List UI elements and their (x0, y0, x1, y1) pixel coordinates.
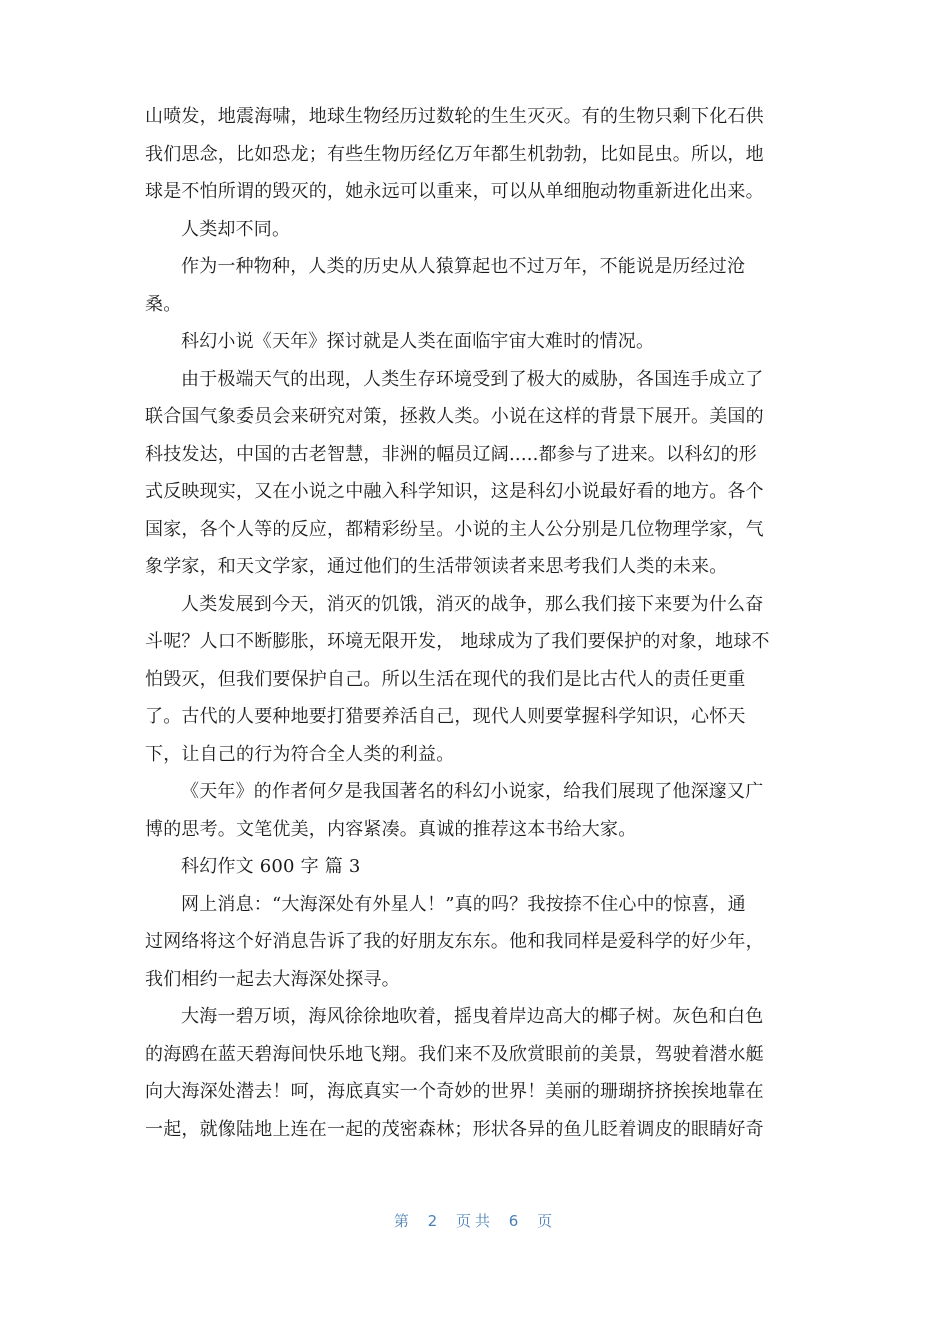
text-line: 向大海深处潜去！呵，海底真实一个奇妙的世界！美丽的珊瑚挤挤挨挨地靠在 (145, 1081, 764, 1102)
text-line: 人类却不同。 (181, 218, 291, 240)
footer-total-pages: 6 (508, 1212, 523, 1230)
text-line: 我们相约一起去大海深处探寻。 (145, 968, 400, 990)
text-line: 《天年》的作者何夕是我国著名的科幻小说家，给我们展现了他深邃又广 (181, 781, 764, 802)
text-line: 过网络将这个好消息告诉了我的好朋友东东。他和我同样是爱科学的好少年， (145, 931, 764, 952)
text-line: 网上消息：“大海深处有外星人！”真的吗？我按捺不住心中的惊喜，通 (181, 893, 746, 915)
text-line: 联合国气象委员会来研究对策，拯救人类。小说在这样的背景下展开。美国的 (145, 406, 764, 427)
text-line: 博的思考。文笔优美，内容紧凑。真诚的推荐这本书给大家。 (145, 818, 637, 840)
text-line: 象学家，和天文学家，通过他们的生活带领读者来思考我们人类的未来。 (145, 556, 728, 577)
text-line: 人类发展到今天，消灭的饥饿，消灭的战争，那么我们接下来要为什么奋 (181, 593, 764, 615)
text-line: 国家，各个人等的反应，都精彩纷呈。小说的主人公分别是几位物理学家，气 (145, 518, 764, 540)
text-line: 了。古代的人要种地要打猎要养活自己，现代人则要掌握科学知识，心怀天 (145, 706, 746, 727)
text-line: 一起，就像陆地上连在一起的茂密森林；形状各异的鱼儿眨着调皮的眼睛好奇 (145, 1118, 764, 1140)
text-line: 作为一种物种，人类的历史从人猿算起也不过万年，不能说是历经过沧 (181, 256, 746, 277)
text-line: 大海一碧万顷，海风徐徐地吹着，摇曳着岸边高大的椰子树。灰色和白色 (181, 1006, 764, 1027)
text-line: 下，让自己的行为符合全人类的利益。 (145, 743, 455, 765)
text-line: 科幻小说《天年》探讨就是人类在面临宇宙大难时的情况。 (181, 331, 655, 352)
footer-label-of: 页共 (455, 1212, 494, 1230)
text-line: 桑。 (145, 293, 182, 315)
text-line: 球是不怕所谓的毁灭的，她永远可以重来，可以从单细胞动物重新进化出来。 (145, 181, 764, 202)
text-line: 我们思念，比如恐龙；有些生物历经亿万年都生机勃勃，比如昆虫。所以，地 (145, 143, 764, 165)
text-line: 科幻作文 600 字 篇 3 (181, 856, 361, 877)
text-line: 科技发达，中国的古老智慧，非洲的幅员辽阔.....都参与了进来。以科幻的形 (145, 443, 758, 465)
text-line: 的海鸥在蓝天碧海间快乐地飞翔。我们来不及欣赏眼前的美景，驾驶着潜水艇 (145, 1043, 764, 1065)
text-line: 式反映现实，又在小说之中融入科学知识，这是科幻小说最好看的地方。各个 (145, 481, 764, 502)
footer-label-end: 页 (537, 1212, 557, 1230)
text-line: 山喷发，地震海啸，地球生物经历过数轮的生生灭灭。有的生物只剩下化石供 (145, 106, 764, 127)
page-footer (0, 1210, 950, 1231)
text-line: 斗呢？人口不断膨胀，环境无限开发， 地球成为了我们要保护的对象，地球不 (145, 631, 770, 652)
footer-label-page: 第 (393, 1212, 413, 1230)
document-body (145, 98, 805, 1148)
text-line: 怕毁灭，但我们要保护自己。所以生活在现代的我们是比古代人的责任更重 (145, 668, 746, 690)
footer-current-page: 2 (427, 1212, 442, 1230)
text-line: 由于极端天气的出现，人类生存环境受到了极大的威胁，各国连手成立了 (181, 368, 764, 390)
